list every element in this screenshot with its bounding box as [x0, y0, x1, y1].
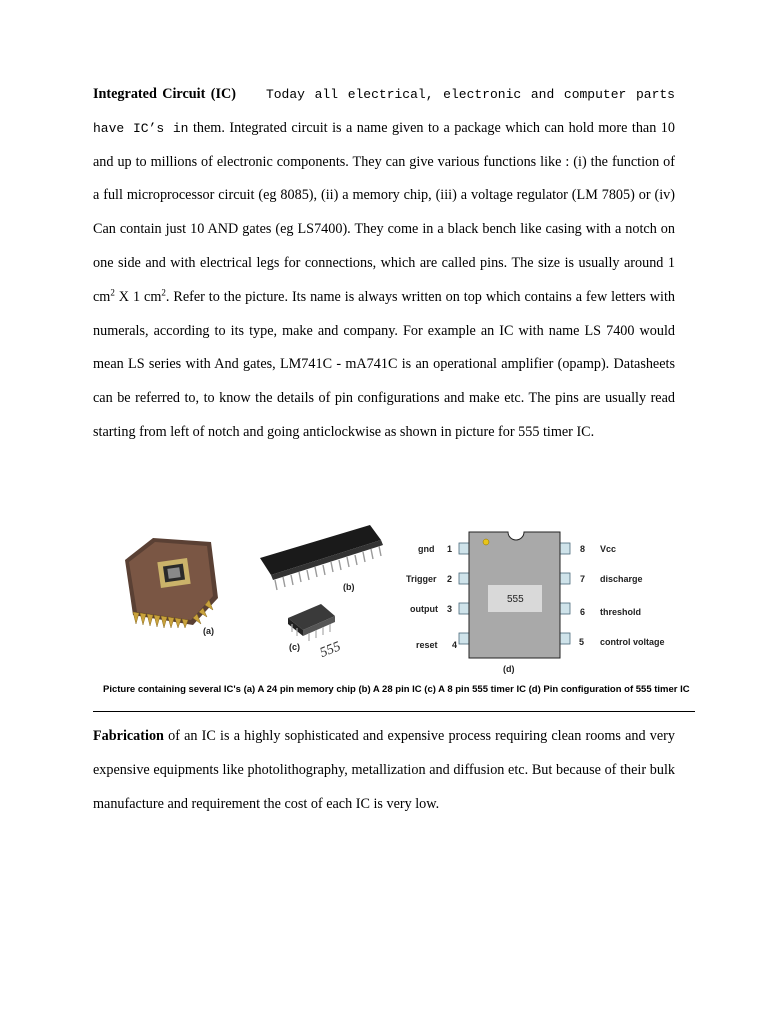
pin-2-name: Trigger [406, 574, 437, 584]
pin-4-name: reset [416, 640, 438, 650]
divider-line [93, 711, 695, 712]
chip-c-marking: 555 [317, 639, 343, 662]
ic-heading: Integrated Circuit (IC) [93, 86, 236, 102]
pin-5-num: 5 [579, 637, 585, 647]
pin-8-num: 8 [580, 544, 586, 554]
label-c: (c) [289, 642, 300, 652]
fabrication-paragraph [93, 720, 675, 821]
pinout-diagram [406, 532, 665, 674]
ic-paragraph [93, 78, 675, 450]
chip-d-marking: 555 [507, 594, 524, 605]
pin-1-name: gnd [418, 544, 435, 554]
figure-caption: Picture containing several IC's (a) A 24 pin memory chip (b) A 28 pin IC (c) A 8 pin 555 timer IC (d) Pin configuration of 555 timer IC [103, 684, 690, 695]
fabrication-heading: Fabrication [93, 728, 164, 744]
superscript-1: 2 [110, 287, 115, 298]
pin-7-num: 7 [580, 574, 586, 584]
ic-body-text-b: X 1 cm [114, 288, 162, 305]
pin-6-name: threshold [600, 607, 642, 617]
pin-1-num: 1 [447, 544, 453, 554]
pin-3-num: 3 [447, 604, 453, 614]
ic-body-text-c: . Refer to the picture. Its name is always written on top which contains a few letters with numerals, according to its type, make and company. For example an IC with name LS 7400 would mean LS series with And gates, LM741C - mA741C is an operational amplifier (opamp). Datasheets can be referred to, to know the details of pin configurations and make etc. The pins are usually read starting from left of notch and going anticlockwise as shown in picture for 555 timer IC. [93, 288, 675, 440]
memory-chip-image [125, 538, 218, 628]
pin-8-name: Vcc [600, 544, 617, 554]
ic-body-text-a: them. Integrated circuit is a name given to a package which can hold more than 10 and up to millions of electronic components. They can give various functions like : (i) the function of a full microprocessor circuit (eg 8085), (ii) a memory chip, (iii) a voltage regulator (LM 7805) or (iv) Can contain just 10 AND gates (eg LS7400). They come in a black bench like casing with a notch on one side and with electrical legs for connections, which are called pins. The size is usually around 1 cm [93, 119, 675, 305]
ic-figure [93, 520, 695, 712]
fabrication-body-text: of an IC is a highly sophisticated and expensive process requiring clean rooms and very expensive equipments like photolithography, metallization and diffusion etc. But because of their bulk manufacture and requirement the cost of each IC is very low. [93, 728, 675, 812]
label-b: (b) [343, 582, 355, 592]
dip28-chip-image [260, 525, 383, 590]
pin-2-num: 2 [447, 574, 453, 584]
pin-4-num: 4 [452, 640, 458, 650]
ic-figure-drawing [93, 520, 695, 680]
pin-6-num: 6 [580, 607, 586, 617]
pin-5-name: control voltage [600, 637, 665, 647]
dip8-chip-image [288, 604, 335, 641]
label-d: (d) [503, 664, 515, 674]
superscript-2: 2 [161, 287, 166, 298]
pin-7-name: discharge [600, 574, 643, 584]
label-a: (a) [203, 626, 214, 636]
pin-3-name: output [410, 604, 438, 614]
ic-lead-text: Today all electrical, electronic and computer parts have IC’s in [93, 87, 675, 136]
